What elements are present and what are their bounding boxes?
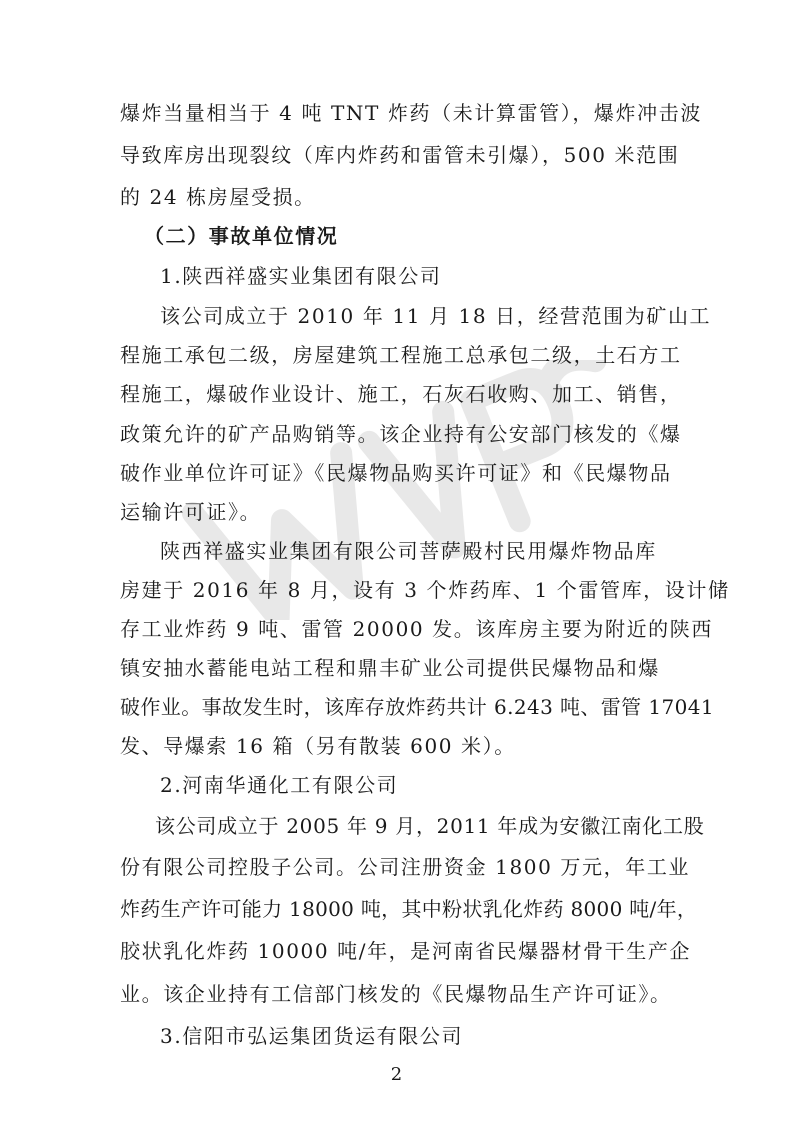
body-text-line: 房建于 2016 年 8 月，设有 3 个炸药库、1 个雷管库，设计储 bbox=[120, 578, 730, 602]
subsection-heading: 1.陕西祥盛实业集团有限公司 bbox=[160, 264, 442, 288]
body-text-line: 运输许可证》。 bbox=[120, 500, 262, 524]
body-text-line: 发、导爆索 16 箱（另有散装 600 米）。 bbox=[120, 734, 516, 758]
body-text-line: 镇安抽水蓄能电站工程和鼎丰矿业公司提供民爆物品和爆 bbox=[120, 656, 660, 680]
body-text-line: 破作业单位许可证》《民爆物品购买许可证》和《民爆物品 bbox=[120, 461, 672, 485]
body-text-line: 程施工，爆破作业设计、施工，石灰石收购、加工、销售， bbox=[120, 382, 682, 406]
page-number: 2 bbox=[390, 1064, 403, 1085]
body-text-line: 的 24 栋房屋受损。 bbox=[120, 185, 316, 209]
body-text-line: 胶状乳化炸药 10000 吨/年，是河南省民爆器材骨干生产企 bbox=[120, 939, 692, 963]
subsection-heading: 3.信阳市弘运集团货运有限公司 bbox=[160, 1024, 464, 1048]
body-text-line: 程施工承包二级，房屋建筑工程施工总承包二级，土石方工 bbox=[120, 343, 682, 367]
body-text-line: 炸药生产许可能力 18000 吨，其中粉状乳化炸药 8000 吨/年， bbox=[120, 897, 698, 921]
subsection-heading: 2.河南华通化工有限公司 bbox=[160, 773, 399, 797]
body-text-line: 导致库房出现裂纹（库内炸药和雷管未引爆），500 米范围 bbox=[120, 143, 680, 167]
body-text-line: 陕西祥盛实业集团有限公司菩萨殿村民用爆炸物品库 bbox=[160, 539, 657, 563]
body-text-line: 该公司成立于 2010 年 11 月 18 日，经营范围为矿山工 bbox=[160, 304, 712, 328]
body-text-line: 爆炸当量相当于 4 吨 TNT 炸药（未计算雷管），爆炸冲击波 bbox=[120, 101, 702, 125]
body-text-line: 存工业炸药 9 吨、雷管 20000 发。该库房主要为附近的陕西 bbox=[120, 617, 713, 641]
body-text-line: 业。该企业持有工信部门核发的《民爆物品生产许可证》。 bbox=[120, 982, 672, 1006]
body-text-line: 该公司成立于 2005 年 9 月，2011 年成为安徽江南化工股 bbox=[155, 814, 705, 838]
body-text-line: 政策允许的矿产品购销等。该企业持有公安部门核发的《爆 bbox=[120, 422, 682, 446]
section-heading: （二）事故单位情况 bbox=[144, 224, 339, 248]
body-text-line: 份有限公司控股子公司。公司注册资金 1800 万元，年工业 bbox=[120, 855, 691, 879]
body-text-line: 破作业。事故发生时，该库存放炸药共计 6.243 吨、雷管 17041 bbox=[120, 695, 714, 719]
